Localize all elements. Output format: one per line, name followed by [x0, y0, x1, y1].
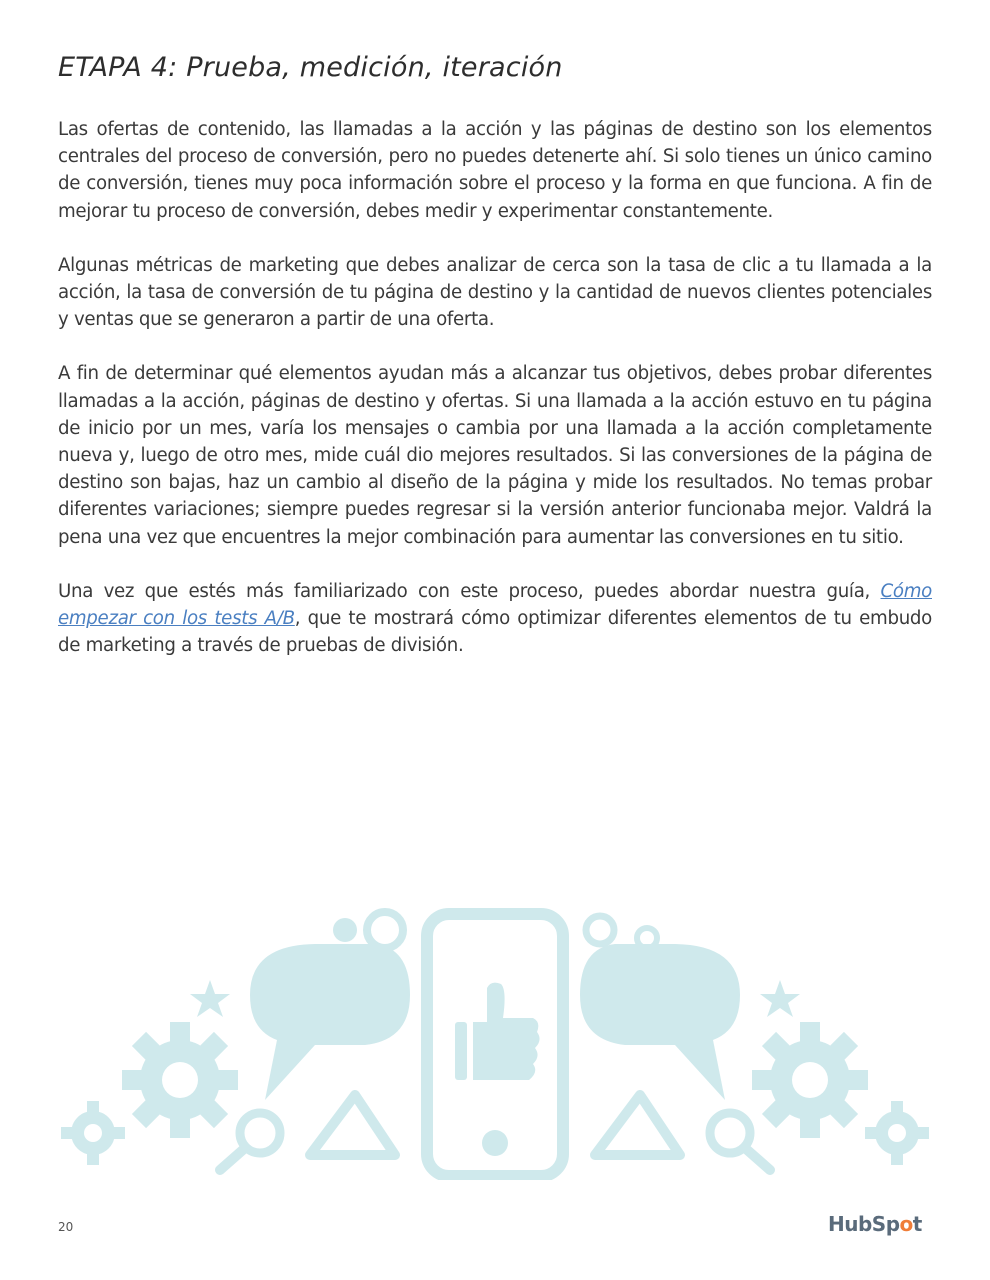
speech-bubble-icon — [580, 944, 740, 1100]
marketing-illustration — [55, 900, 935, 1180]
paragraph-4 — [58, 578, 932, 660]
hubspot-logo — [828, 1212, 922, 1236]
star-icon — [760, 980, 800, 1017]
logo-text-part3: t — [912, 1212, 922, 1236]
paragraph-1: Las ofertas de contenido, las llamadas a la acción y las páginas de destino son los elementos centrales del proceso de conversión, pero no puedes detenerte ahí. Si solo tienes un único camino de conversión, tienes muy poca información sobre el proceso y la forma en que funciona. A fin de mejorar tu proceso de conversión, debes medir y experimentar constantemente. — [58, 119, 932, 222]
paragraph-3: A fin de determinar qué elementos ayudan más a alcanzar tus objetivos, debes probar diferentes llamadas a la acción, páginas de destino y ofertas. Si una llamada a la acción estuvo en tu página de inicio por un mes, varía los mensajes o cambia por una llamada a la acción completamente nueva y, luego de otro mes, mide cuál dio mejores resultados. Si las conversiones de la página de destino son bajas, haz un cambio al diseño de la página y mide los resultados. No temas probar diferentes variaciones; siempre puedes regresar si la versión anterior funcionaba mejor. Valdrá la pena una vez que encuentres la mejor combinación para aumentar las conversiones en tu sitio. — [58, 363, 932, 548]
paragraph-2: Algunas métricas de marketing que debes analizar de cerca son la tasa de clic a tu llamada a la acción, la tasa de conversión de tu página de destino y la cantidad de nuevos clientes potenciales y ventas que se generaron a partir de una oferta. — [58, 254, 932, 331]
paragraph-4-before-link: Una vez que estés más familiarizado con este proceso, puedes abordar nuestra guía, — [58, 580, 881, 602]
triangle-ruler-icon — [595, 1095, 680, 1155]
body-text — [58, 116, 932, 686]
paragraph-4-after-link: , que te mostrará cómo optimizar diferentes elementos de tu embudo de marketing a través de pruebas de división. — [58, 608, 932, 657]
gear-icon — [865, 1101, 929, 1165]
magnifier-icon — [710, 1113, 770, 1170]
magnifier-icon — [220, 1113, 280, 1170]
logo-text-part1: HubSp — [828, 1212, 900, 1236]
section-heading: ETAPA 4: Prueba, medición, iteración — [58, 52, 563, 83]
speech-bubble-icon — [250, 944, 410, 1100]
triangle-ruler-icon — [310, 1095, 395, 1155]
gear-icon — [122, 1022, 238, 1138]
gear-icon — [61, 1101, 125, 1165]
logo-sprocket-o: o — [899, 1212, 913, 1236]
ab-testing-guide-link[interactable]: Cómo empezar con los tests A/B — [58, 580, 932, 630]
star-icon — [190, 980, 230, 1017]
page-number: 20 — [58, 1220, 74, 1234]
gear-icon — [752, 1022, 868, 1138]
